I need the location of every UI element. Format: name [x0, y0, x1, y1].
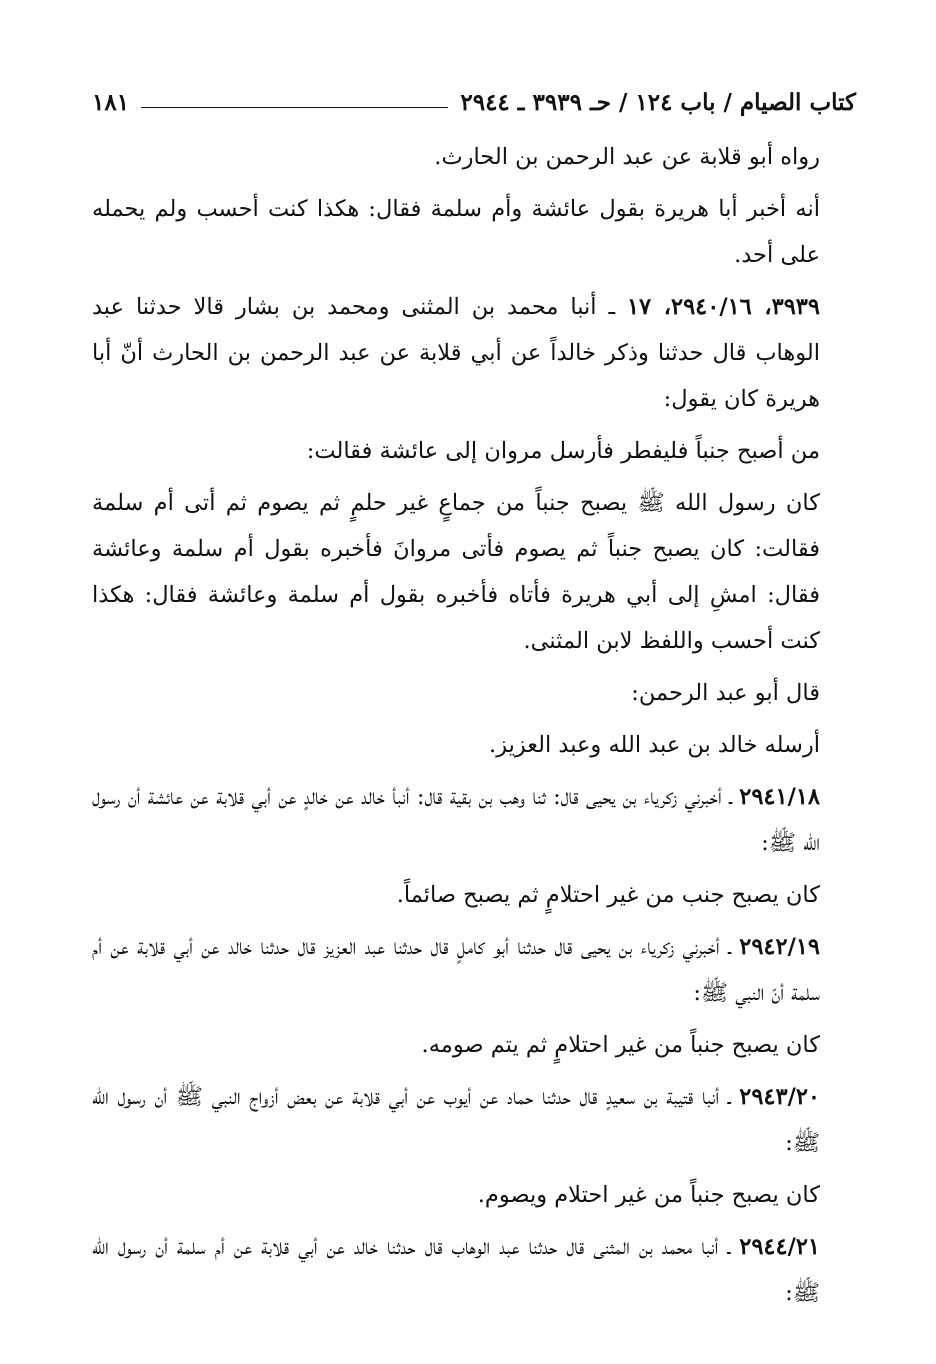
paragraph — [92, 186, 856, 278]
paragraph-text: ـ أخبرني زكرياء بن يحيى قال: ثنا وهب بن بقية قال: أنبأ خالد عن خالدٍ عن أبي قلابة عن عائشة أن رسول الله ﷺ: — [92, 784, 820, 856]
paragraph — [92, 924, 856, 1016]
paragraph — [92, 1074, 856, 1166]
paragraph — [92, 1224, 856, 1316]
paragraph-text: ـ أنبا قتيبة بن سعيدٍ قال حدثنا حماد عن أيوب عن أبي قلابة عن بعض أزواج النبي ﷺ أن رسول الله ﷺ: — [92, 1084, 820, 1156]
hadith-number: ٢٩٤٢/١٩ — [739, 934, 820, 960]
paragraph-text: كان يصبح جنباً من غير احتلامٍ ثم يتم صومه. — [421, 1032, 820, 1058]
paragraph-text: ـ أنبا محمد بن المثنى ومحمد بن بشار قالا حدثنا عبد الوهاب قال حدثنا وذكر خالداً عن أبي قلابة عن عبد الرحمن بن الحارث أنّ أبا هريرة كان يقول: — [92, 294, 820, 412]
paragraph — [92, 872, 856, 918]
hadith-number: ٢٩٤٣/٢٠ — [739, 1084, 820, 1110]
hadith-number: ٢٩٤٤/٢١ — [739, 1234, 820, 1260]
paragraph-text: ـ أخبرني زكرياء بن يحيى قال حدثنا أبو كاملٍ قال حدثنا عبد العزيز قال حدثنا خالد عن أبي قلابة عن أم سلمة أنّ النبي ﷺ: — [92, 934, 820, 1006]
page-body — [92, 134, 856, 1316]
paragraph — [92, 774, 856, 866]
paragraph-text: كان يصبح جنباً من غير احتلام ويصوم. — [477, 1182, 820, 1208]
paragraph-text: من أصبح جنباً فليفطر فأرسل مروان إلى عائشة فقالت: — [306, 438, 820, 464]
paragraph — [92, 722, 856, 768]
paragraph — [92, 284, 856, 422]
paragraph-text: رواه أبو قلابة عن عبد الرحمن بن الحارث. — [434, 144, 820, 170]
header-rule — [141, 107, 448, 108]
paragraph — [92, 480, 856, 664]
paragraph-text: أرسله خالد بن عبد الله وعبد العزيز. — [489, 732, 820, 758]
paragraph — [92, 134, 856, 180]
paragraph — [92, 1022, 856, 1068]
paragraph-text: أنه أخبر أبا هريرة بقول عائشة وأم سلمة فقال: هكذا كنت أحسب ولم يحمله على أحد. — [92, 196, 820, 268]
running-title: كتاب الصيام / باب ١٢٤ / حـ ٣٩٣٩ ـ ٢٩٤٤ — [460, 89, 856, 116]
hadith-number: ٣٩٣٩، ٢٩٤٠/١٦، ١٧ — [626, 294, 820, 320]
paragraph — [92, 1172, 856, 1218]
paragraph-text: كان رسول الله ﷺ يصبح جنباً من جماعٍ غير حلمٍ ثم يصوم ثم أتى أم سلمة فقالت: كان يصبح جنباً ثم يصوم فأتى مروانَ فأخبره بقول أم سلمة وعائشة فقال: امشِ إلى أبي هريرة فأتاه فأخبره بقول أم سلمة وعائشة فقال: هكذا كنت أحسب واللفظ لابن المثنى. — [92, 490, 820, 654]
page-header — [92, 82, 856, 116]
paragraph-text: ـ أنبا محمد بن المثنى قال حدثنا عبد الوهاب قال حدثنا خالد عن أبي قلابة عن أم سلمة أن رسول الله ﷺ: — [92, 1234, 820, 1306]
hadith-number: ٢٩٤١/١٨ — [739, 784, 820, 810]
paragraph-text: كان يصبح جنب من غير احتلامٍ ثم يصبح صائماً. — [396, 882, 820, 908]
page-number: ١٨١ — [92, 89, 130, 116]
paragraph-text: قال أبو عبد الرحمن: — [631, 680, 820, 706]
paragraph — [92, 428, 856, 474]
paragraph — [92, 670, 856, 716]
